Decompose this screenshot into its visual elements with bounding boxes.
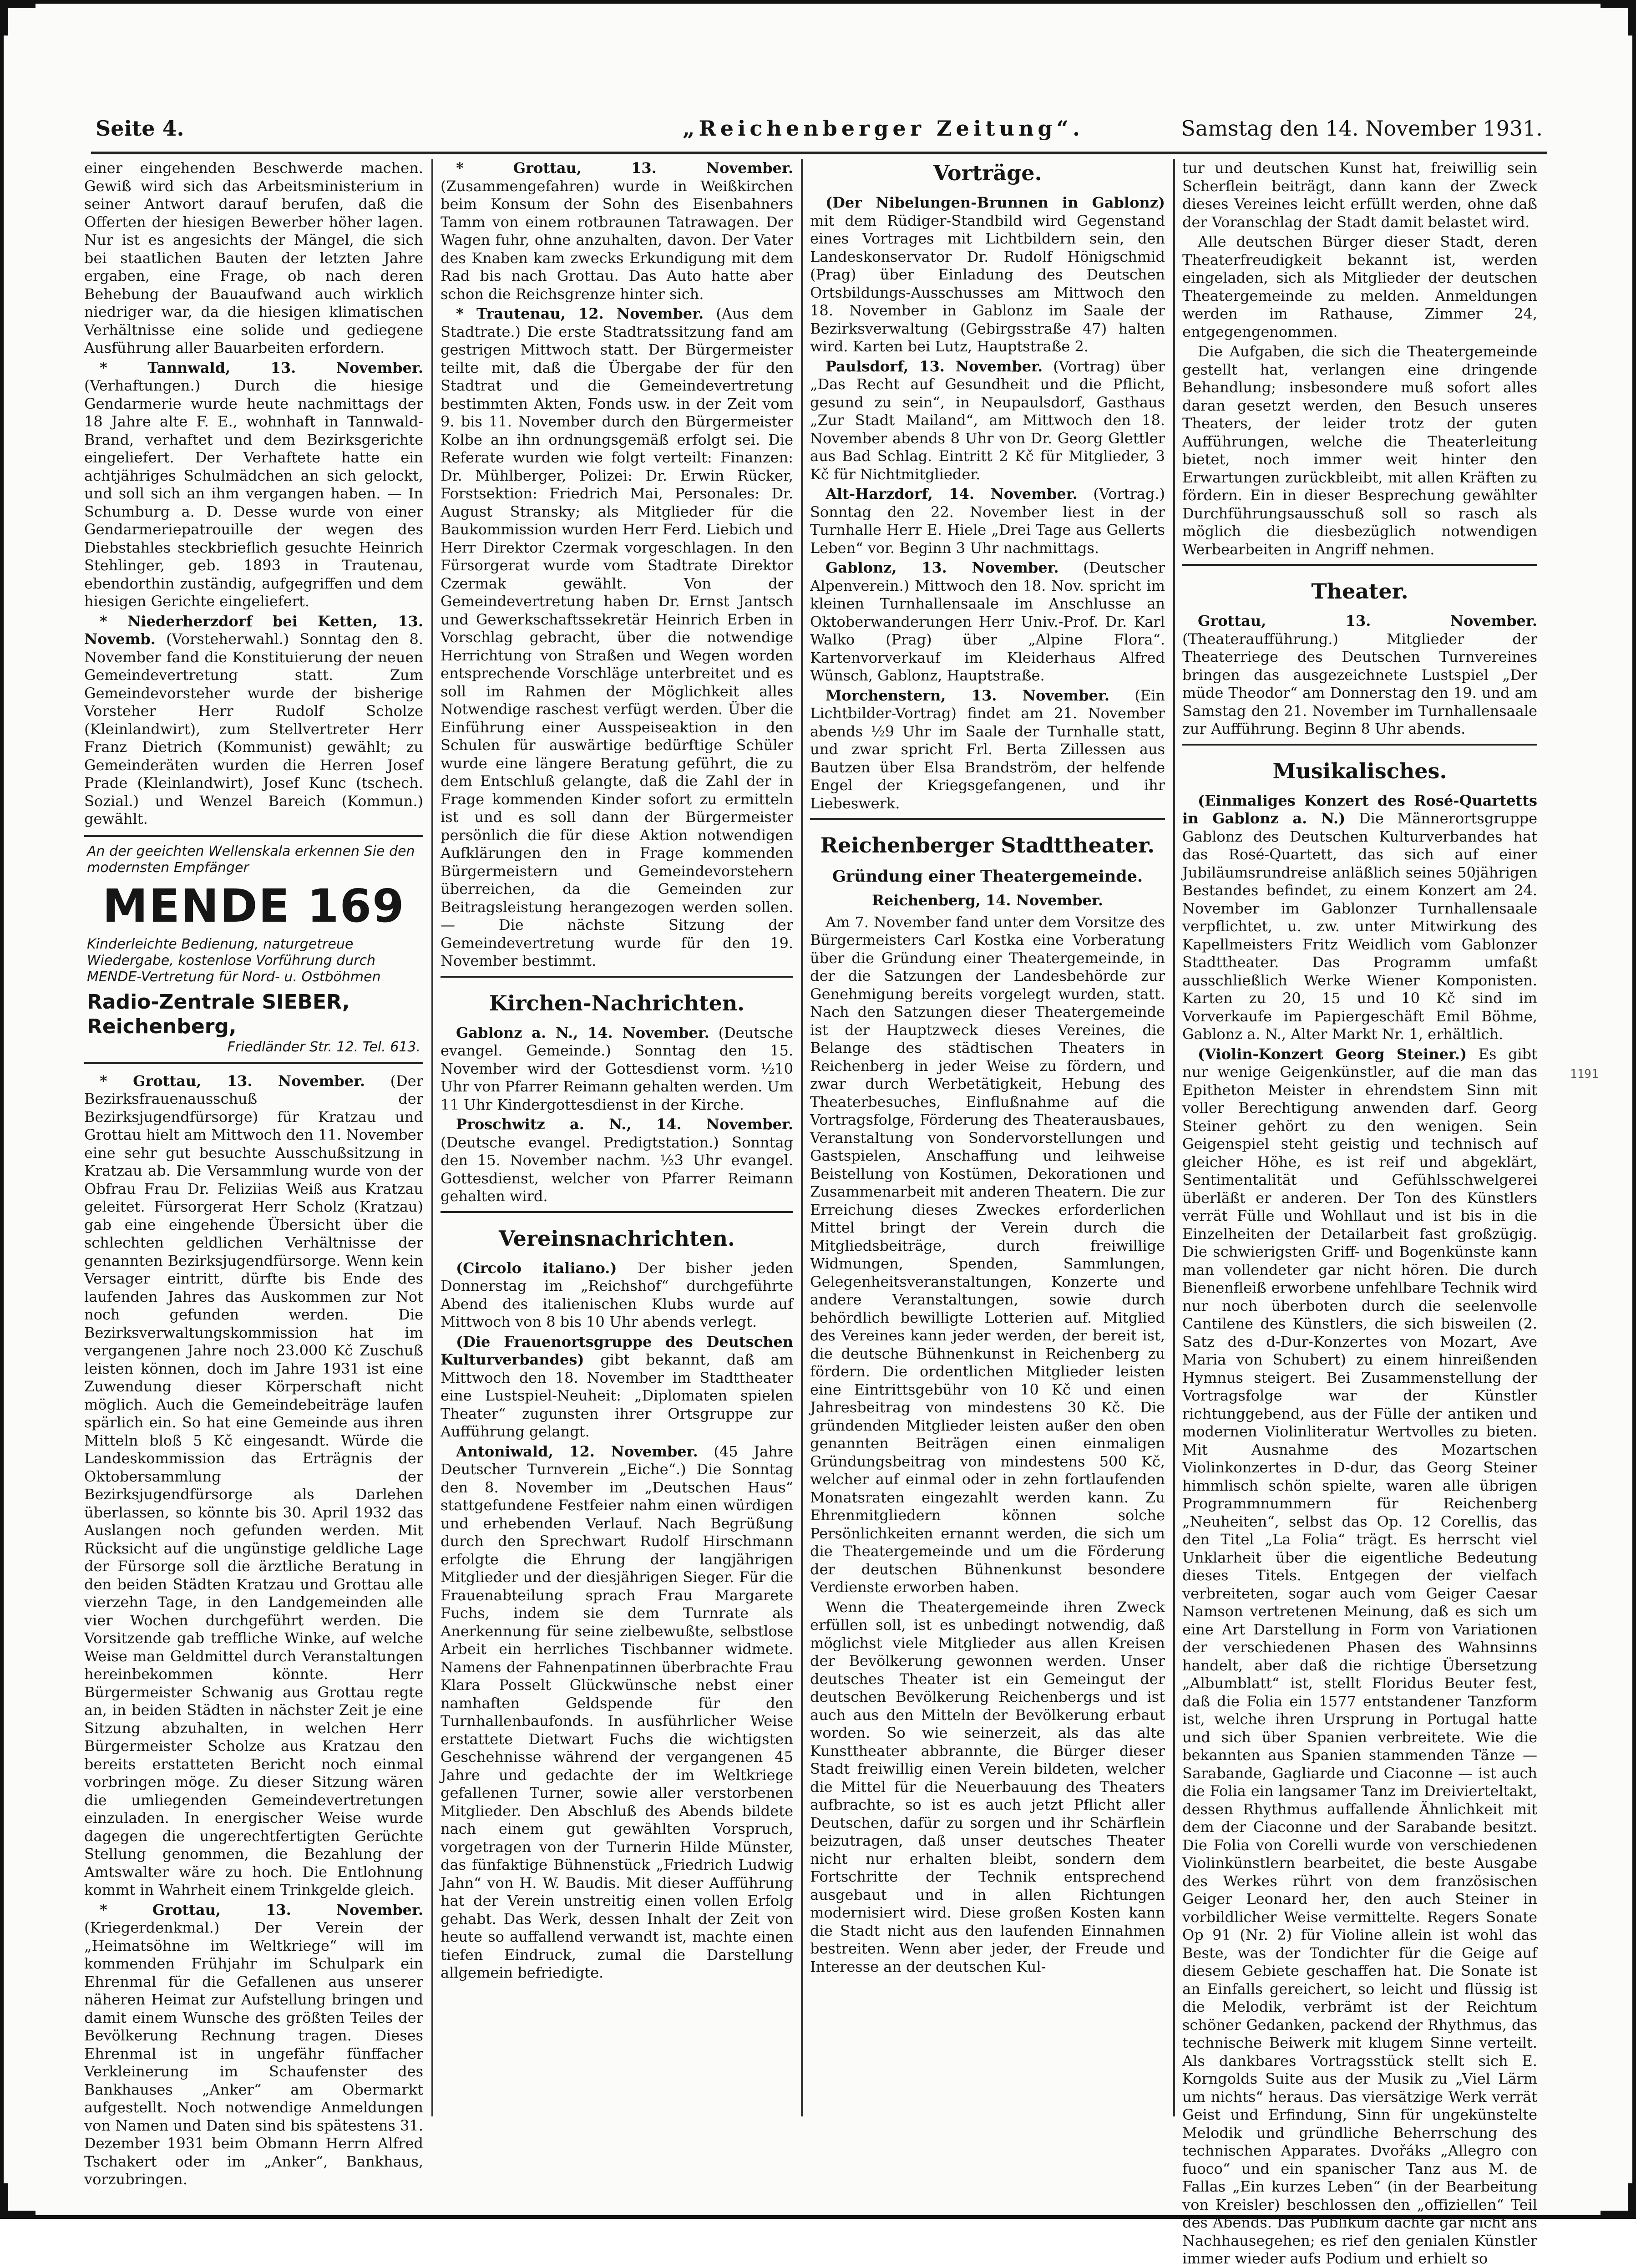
article-grottau-kriegerdenkmal xyxy=(84,1901,423,2189)
margin-annotation: 1191 xyxy=(1570,1067,1599,1081)
notice-dateline: Antoniwald, 12. November. xyxy=(456,1442,698,1460)
article-text: Alle deutschen Bürger dieser Stadt, deren Theaterfreudigkeit bekannt ist, werden eingeladen, sich als Mitglieder der deutschen Theatergemeinde zu melden. Anmeldungen werden im Rathause, Zimmer 24, entgegengenommen. xyxy=(1182,233,1537,340)
article-grottau-unfall xyxy=(441,159,793,303)
article-text: einer eingehenden Beschwerde machen. Gewiß wird sich das Arbeitsministerium in seiner Antwort darauf berufen, daß die Offerten der hiesigen Bewerber höher lagen. Nur ist es angesichts der Mängel, die sich bei staatlichen Bauten der letzten Jahre ergaben, eine Frage, ob nach deren Behebung der Bauaufwand auch wirklich niedriger war, da die hiesigen klimatischen Verhältnisse eine solide und gediegene Ausführung aller Bauarbeiten erfordern. xyxy=(84,159,423,356)
page-number: Seite 4. xyxy=(96,116,184,141)
notice-morchenstern xyxy=(810,687,1165,813)
article-tannwald xyxy=(84,359,423,611)
mende-radio-advertisement xyxy=(84,835,423,1064)
notice-gablonz-alpenverein xyxy=(810,559,1165,685)
section-title-vortraege: Vorträge. xyxy=(933,161,1042,185)
notice-dateline: Proschwitz a. N., 14. November. xyxy=(456,1116,793,1133)
notice-gablonz-kirche xyxy=(441,1024,793,1114)
section-divider xyxy=(1182,564,1537,566)
article-text: Am 7. November fand unter dem Vorsitze des Bürgermeisters Carl Kostka eine Vorberatung über die Gründung einer Theatergemeinde, in der die Satzungen der Landesbehörde zur Genehmigung bereits vorgelegt wurden, statt. Nach den Satzungen dieser Theatergemeinde ist der Hauptzweck dieses Vereines, die Belange des städtischen Theaters in Reichenberg in jeder Weise zu fördern, und zwar durch Werbetätigkeit, Hebung des Theaterbesuches, Einflußnahme auf die Vortragsfolge, Förderung des Theaterausbaues, Veranstaltung von Sondervorstellungen und Gastspielen, Anschaffung und leihweise Beistellung von Kostümen, Dekorationen und Zusammenarbeit mit anderen Theatern. Die zur Erreichung dieses Zweckes erforderlichen Mittel bringt der Verein durch die Mitgliedsbeiträge, durch freiwillige Widmungen, Spenden, Sammlungen, Gelegenheitsveranstaltungen, Konzerte und andere Veranstaltungen, sowie durch behördlich bewilligte Lotterien auf. Mitglied des Vereines kann jeder werden, der bereit ist, die deutsche Bühnenkunst in Reichenberg zu fördern. Die ordentlichen Mitglieder leisten eine Eintrittsgebühr von 10 Kč und einen Jahresbeitrag von mindestens 30 Kč. Die gründenden Mitglieder leisten außer den oben genannten Beiträgen einen einmaligen Gründungsbeitrag von mindestens 500 Kč, welcher auf einmal oder in zehn fortlaufenden Monatsraten eingezahlt werden kann. Zu Ehrenmitgliedern können solche Persönlichkeiten ernannt werden, die sich um die Theatergemeinde und um die Förderung der deutschen Bühnenkunst besondere Verdienste erworben haben. xyxy=(810,913,1165,1596)
section-title-vereine: Vereinsnachrichten. xyxy=(499,1226,735,1251)
notice-frauenortsgruppe xyxy=(441,1333,793,1441)
notice-text: (Theateraufführung.) Mitglieder der Theaterriege des Deutschen Turnvereines bringen das ausgezeichnete Lustspiel „Der müde Theodor“ am Donnerstag den 19. und am Samstag den 21. November im Turnhallensaale zur Aufführung. Beginn 8 Uhr abends. xyxy=(1182,630,1537,737)
notice-dateline: (Der Nibelungen-Brunnen in Gablonz) xyxy=(826,194,1165,211)
notice-dateline: (Die Frauenortsgruppe des Deutschen Kulturverbandes) xyxy=(441,1333,793,1368)
notice-rose-quartett xyxy=(1182,792,1537,1044)
article-dateline: * Niederherzdorf bei Ketten, 13. Novemb. xyxy=(84,612,423,648)
article-text: (Der Bezirksfrauenausschuß der Bezirksjugendfürsorge) für Kratzau und Grottau hielt am Mittwoch den 11. November eine sehr gut besuchte Ausschußsitzung in Kratzau ab. Die Versammlung wurde von der Obfrau Frau Dr. Feliziias Weiß aus Kratzau geleitet. Fürsorgerat Herr Scholz (Kratzau) gab eine eingehende Übersicht über die schlechten geldlichen Verhältnisse der genannten Bezirksjugendfürsorge. Wenn kein Versager eintritt, dürfte bis Ende des laufenden Jahres das Auskommen zur Not noch gefunden werden. Die Bezirksverwaltungskommission hat im vergangenen Jahre noch 23.000 Kč Zuschuß leisten können, doch im Jahre 1931 ist eine Zuwendung dieser Körperschaft nicht möglich. Auch die Gemeindebeiträge laufen spärlich ein. So hat eine Gemeinde aus ihren Mitteln bloß 5 Kč eingesandt. Würde die Landeskommission das Erträgnis der Oktobersammlung der Bezirksjugendfürsorge als Darlehen überlassen, so könnte bis 30. April 1932 das Auslangen noch gefunden werden. Mit Rücksicht auf die ungünstige geldliche Lage der Fürsorge soll die ärztliche Beratung in den beiden Städten Kratzau und Grottau alle vierzehn Tage, in den Landgemeinden alle vier Wochen durchgeführt werden. Die Vorsitzende gab treffliche Winke, auf welche Weise man Geldmittel durch Veranstaltungen hereinbekommen könnte. Herr Bürgermeister Schwanig aus Grottau regte an, in beiden Städten in nächster Zeit je eine Sitzung abzuhalten, in welchen Herr Bürgermeister Scholze aus Kratzau den bereits erstatteten Bericht noch einmal vorbringen möge. Zu dieser Sitzung wären die umliegenden Gemeindevertretungen einzuladen. In energischer Weise wurde dagegen die ungerechtfertigten Gerüchte Stellung genommen, die Bezahlung der Amtswalter wäre zu hoch. Die Entlohnung kommt in Wahrheit einem Trinkgelde gleich. xyxy=(84,1072,423,1898)
article-text: Die Aufgaben, die sich die Theatergemeinde gestellt hat, verlangen eine dringende Behandlung; insbesondere muß sofort alles daran gesetzt werden, den Besuch unseres Theaters, der leider trotz der guten Aufführungen, welche die Theaterleitung bietet, noch immer weit hinter den Erwartungen zurückbleibt, mit allen Kräften zu fördern. Ein in dieser Besprechung gewählter Durchführungsausschuß soll so rasch als möglich die diesbezüglich notwendigen Werbearbeiten in Angriff nehmen. xyxy=(1182,343,1537,558)
crop-mark-bottom-left xyxy=(4,2183,35,2215)
article-text: tur und deutschen Kunst hat, freiwillig sein Scherflein beiträgt, dann kann der Zweck dieses Vereines leicht erfüllt werden, ohne daß der Voranschlag der Stadt damit belastet wird. xyxy=(1182,159,1537,231)
notice-text: mit dem Rüdiger-Standbild wird Gegenstand eines Vortrages mit Lichtbildern sein, den Landeskonservator Dr. Rudolf Hönigschmid (Prag) über Einladung des Deutschen Ortsbildungs-Ausschusses am Mittwoch den 18. November in Gablonz im Saale der Bezirksverwaltung (Gebirgsstraße 47) halten wird. Karten bei Lutz, Hauptstraße 2. xyxy=(810,212,1165,355)
notice-alt-harzdorf xyxy=(810,485,1165,557)
scan-border-left xyxy=(0,0,4,2219)
notice-dateline: Morchenstern, 13. November. xyxy=(826,686,1109,704)
notice-dateline: Gablonz, 13. November. xyxy=(826,559,1059,576)
article-dateline: * Grottau, 13. November. xyxy=(456,159,793,177)
notice-text: Die Männerortsgruppe Gablonz des Deutschen Kulturverbandes hat das Rosé-Quartett, das sich auf einer Jubiläumsrundreise anläßlich seines 50jährigen Bestandes befindet, zu einem Konzert am 24. November im Gablonzer Turnhallensaale verpflichtet, u. zw. unter Mitwirkung des Kapellmeisters Fritz Weidlich vom Gablonzer Stadttheater. Das Programm umfaßt ausschließlich Werke Wiener Komponisten. Karten zu 20, 15 und 10 Kč sind im Vorverkaufe im Papiergeschäft Emil Böhme, Gablonz a. N., Alter Markt Nr. 1, erhältlich. xyxy=(1182,810,1537,1043)
column-2 xyxy=(441,159,793,2121)
section-title-stadttheater: Reichenberger Stadttheater. xyxy=(820,833,1155,857)
section-divider xyxy=(810,818,1165,820)
section-divider xyxy=(1182,744,1537,746)
header-rule xyxy=(91,152,1547,154)
article-text: (Zusammengefahren) wurde in Weißkirchen beim Konsum der Sohn des Eisenbahners Tamm von einem rotbraunen Tatrawagen. Der Wagen fuhr, ohne anzuhalten, davon. Der Vater des Knaben kam zwecks Erkundigung mit dem Rad bis nach Grottau. Das Auto hatte aber schon die Reichsgrenze hinter sich. xyxy=(441,177,793,303)
article-trautenau xyxy=(441,305,793,970)
notice-text: (Vortrag) über „Das Recht auf Gesundheit und die Pflicht, gesund zu sein“, in Neupaulsdorf, Gasthaus „Zur Stadt Mailand“, am Mittwoch den 18. November abends 8 Uhr von Dr. Georg Glettler aus Bad Schlag. Eintritt 2 Kč für Mitglieder, 3 Kč für Nichtmitglieder. xyxy=(810,357,1165,483)
section-title-theater: Theater. xyxy=(1311,579,1408,604)
article-text: (Verhaftungen.) Durch die hiesige Gendarmerie wurde heute nachmittags der 18 Jahre alte F. E., wohnhaft in Tannwald-Brand, verhaftet und dem Bezirksgerichte eingeliefert. Der Verhaftete hatte ein achtjähriges Schulmädchen an sich gelockt, und soll sich an ihm vergangen haben. — In Schumburg a. D. Desse wurde von einer Gendarmeriepatrouille der wegen des Diebstahles steckbrieflich gesuchte Heinrich Stehlinger, geb. 1893 in Trautenau, ebendorthin zuständig, aufgegriffen und dem hiesigen Gerichte eingeliefert. xyxy=(84,377,423,610)
notice-circolo xyxy=(441,1259,793,1331)
notice-text: (Ein Lichtbilder-Vortrag) findet am 21. November abends ½9 Uhr im Saale der Turnhalle statt, und zwar spricht Frl. Berta Zillessen aus Bautzen über Elsa Brandström, der helfende Engel der Kriegsgefangenen, und ihr Liebeswerk. xyxy=(810,686,1165,812)
article-dateline: * Grottau, 13. November. xyxy=(100,1072,365,1090)
notice-dateline: (Violin-Konzert Georg Steiner.) xyxy=(1198,1045,1467,1063)
article-text: (Vorsteherwahl.) Sonntag den 8. November fand die Konstituierung der neuen Gemeindevertretung statt. Zum Gemeindevorsteher wurde der bisherige Vorsteher Herr Rudolf Scholze (Kleinlandwirt), zum Stellvertreter Herr Franz Dietrich (Kommunist) gewählt; zu Gemeinderäten wurden die Herren Josef Prade (Kleinlandwirt), Josef Kunc (tschech. Sozial.) und Wenzel Bareich (Kommun.) gewählt. xyxy=(84,630,423,827)
notice-dateline: Alt-Harzdorf, 14. November. xyxy=(826,485,1078,502)
column-rule-2 xyxy=(801,159,803,2116)
ad-slogan: An der geeichten Wellenskala erkennen Sie den modernsten Empfänger xyxy=(87,843,415,876)
notice-antoniwald xyxy=(441,1443,793,1982)
column-rule-3 xyxy=(1173,159,1175,2116)
notice-dateline: Gablonz a. N., 14. November. xyxy=(456,1024,709,1041)
crop-mark-top-left xyxy=(4,4,35,36)
article-grottau-fuersorge xyxy=(84,1072,423,1899)
article-text: Wenn die Theatergemeinde ihren Zweck erfüllen soll, ist es unbedingt notwendig, daß möglichst viele Mitglieder aus allen Kreisen der Bevölkerung gewonnen werden. Unser deutsches Theater ist ein Gemeingut der deutschen Bevölkerung Reichenbergs und ist auch aus den Mitteln der Bevölkerung erbaut worden. So wie seinerzeit, als das alte Kunsttheater abbrannte, die Bürger dieser Stadt freiwillig einen Verein bildeten, welcher die Mittel für die Neuerbauung des Theaters aufbrachte, so ist es auch jetzt Pflicht aller Deutschen, dafür zu sorgen und ihr Schärflein beizutragen, daß unser deutsches Theater nicht nur erhalten bleibt, sondern dem Fortschritte der Technik entsprechend ausgebaut und in allen Richtungen modernisiert wird. Diese großen Kosten kann die Stadt nicht aus den laufenden Einnahmen bestreiten. Wenn aber jeder, der Freude und Interesse an der deutschen Kul- xyxy=(810,1598,1165,1975)
section-title-musik: Musikalisches. xyxy=(1272,758,1447,783)
article-subtitle: Gründung einer Theatergemeinde. xyxy=(832,867,1143,886)
page-header xyxy=(68,116,1547,148)
notice-text: (45 Jahre Deutscher Turnverein „Eiche“.) Die Sonntag den 8. November im „Deutschen Haus“ stattgefundene Festfeier nahm einen würdigen und erhebenden Verlauf. Nach Begrüßung durch den Sprechwart Rudolf Hirschmann erfolgte die Ehrung der langjährigen Mitglieder und der diesjährigen Sieger. Für die Frauenabteilung sprach Frau Margarete Fuchs, indem sie dem Turnrate als Anerkennung für seine zielbewußte, selbstlose Arbeit ein herrliches Tischbanner widmete. Namens der Fahnenpatinnen überbrachte Frau Klara Posselt Glückwünsche nebst einer namhaften Geldspende für den Turnhallenbaufonds. In ausführlicher Weise erstattete Dietwart Fuchs die wichtigsten Geschehnisse während der vergangenen 45 Jahre und gedachte der im Weltkriege gefallenen Turner, sowie aller verstorbenen Mitglieder. Den Abschluß des Abends bildete nach einem gut gewählten Vorspruch, vorgetragen von der Turnerin Hilde Münster, das fünfaktige Bühnenstück „Friedrich Ludwig Jahn“ von H. W. Baudis. Mit dieser Aufführung hat der Verein unstreitig einen vollen Erfolg gehabt. Das Werk, dessen Inhalt der Zeit von heute so auffallend verwandt ist, machte einen tiefen Eindruck, zumal die Darstellung allgemein befriedigte. xyxy=(441,1442,794,1981)
notice-dateline: (Circolo italiano.) xyxy=(456,1259,617,1277)
article-text: (Kriegerdenkmal.) Der Verein der „Heimatsöhne im Weltkriege“ will im kommenden Frühjahr im Schulpark ein Ehrenmal für die Gefallenen aus unserer näheren Heimat zur Aufstellung bringen und damit einem Wunsche des größten Teiles der Bevölkerung Rechnung tragen. Dieses Ehrenmal ist in ungefähr fünffacher Verkleinerung im Schaufenster des Bankhauses „Anker“ am Obermarkt aufgestellt. Noch notwendige Anmeldungen von Namen und Daten sind bis spätestens 31. Dezember 1931 beim Obmann Herrn Alfred Tschakert oder im „Anker“, Bankhaus, vorzubringen. xyxy=(84,1919,423,2188)
article-text: (Aus dem Stadtrate.) Die erste Stadtratssitzung fand am gestrigen Mittwoch statt. Der Bürgermeister teilte mit, daß die Übergabe der für den Stadtrat und die Gemeindevertretung bestimmten Akten, Fonds usw. in der Zeit vom 9. bis 11. November durch den Bürgermeister Kolbe an ihn ordnungsgemäß erfolgt sei. Die Referate wurden wie folgt verteilt: Finanzen: Dr. Mühlberger, Polizei: Dr. Erwin Rücker, Forstsektion: Friedrich Mai, Personales: Dr. August Stransky; als Mitglieder für die Baukommission wurden Herr Ferd. Liebich und Herr Direktor Czermak vorgeschlagen. In den Fürsorgerat wurde vom Stadtrate Direktor Czermak gewählt. Von der Gemeindevertretung haben Dr. Ernst Jantsch und Gewerkschaftssekretär Heinrich Erben in Vorschlag gebracht, über die notwendige Herrichtung von Straßen und Wegen worden entsprechende Vorschläge unterbreitet und es soll im Rahmen der Möglichkeit alles Notwendige raschest verfügt werden. Über die Einführung einer Ausspeiseaktion in den Schulen für auswärtige bedürftige Schüler wurde eine längere Beratung geführt, die zu dem Entschluß gelangte, daß die Zahl der in Frage kommenden Kinder sofort zu ermitteln ist und es soll dann der Bürgermeister persönlich die für diese Aktion notwendigen Aufklärungen den in Frage kommenden Bürgermeistern und Gemeindevorstehern überreichen, da die Gemeinden zur Beitragsleistung herangezogen werden sollen. — Die nächste Sitzung der Gemeindevertretung wurde für den 19. November bestimmt. xyxy=(441,305,794,969)
article-dateline: * Grottau, 13. November. xyxy=(100,1901,423,1918)
column-4 xyxy=(1182,159,1537,2267)
crop-mark-top-right xyxy=(1601,4,1632,36)
notice-text: (Deutsche evangel. Predigtstation.) Sonntag den 15. November nachm. ½3 Uhr evangel. Gottesdienst, welcher von Pfarrer Reimann gehalten wird. xyxy=(441,1133,793,1205)
notice-dateline: (Einmaliges Konzert des Rosé-Quartetts in Gablonz a. N.) xyxy=(1182,792,1537,827)
article-niederherzdorf xyxy=(84,613,423,828)
column-1 xyxy=(84,159,423,2188)
section-title-kirchen: Kirchen-Nachrichten. xyxy=(489,990,745,1015)
notice-grottau-theater xyxy=(1182,612,1537,738)
scan-border-top xyxy=(0,0,1636,4)
notice-text: Der bisher jeden Donnerstag im „Reichshof“ durchgeführte Abend des italienischen Klubs wurde auf Mittwoch von 8 bis 10 Uhr abends verlegt. xyxy=(441,1259,794,1330)
notice-text: (Deutscher Alpenverein.) Mittwoch den 18. Nov. spricht im kleinen Turnhallensaale im Anschlusse an Oktoberwanderungen Herr Univ.-Prof. Dr. Karl Walko (Prag) über „Alpine Flora“. Kartenvorverkauf im Kleiderhaus Alfred Wünsch, Gablonz, Hauptstraße. xyxy=(810,559,1165,684)
ad-brand: MENDE 169 xyxy=(102,879,405,933)
ad-address: Friedländer Str. 12. Tel. 613. xyxy=(227,1039,420,1055)
notice-text: Es gibt nur wenige Geigenkünstler, auf die man das Epitheton Meister in ehrendstem Sinn mit voller Berechtigung anwenden darf. Georg Steiner gehört zu den wenigen. Sein Geigenspiel steht geistig und technisch auf gleicher Höhe, es ist reif und abgeklärt, Sentimentalität und Gefühlsschwelgerei überläßt er anderen. Der Ton des Künstlers verrät Fülle und Wohllaut und ist bis in die Einzelheiten der Detailarbeit fast großzügig. Die schwierigsten Griff- und Bogenkünste kann man vollendeter gar nicht hören. Die durch Bienenfleiß erworbene unfehlbare Technik wird nur noch überboten durch die seelenvolle Cantilene des Künstlers, die sich bisweilen (2. Satz des d-Dur-Konzertes von Mozart, Ave Maria von Schubert) zu einem hinreißenden Hymnus steigert. Bei Zusammenstellung der Vortragsfolge war der Künstler richtunggebend, aus der Fülle der antiken und modernen Violinliteratur Wertvolles zu bieten. Mit Ausnahme des Mozartschen Violinkonzertes in D-dur, das Georg Steiner himmlisch schön spielte, waren alle übrigen Programmnummern für Reichenberg „Neuheiten“, selbst das Op. 12 Corellis, das den Titel „La Folia“ trägt. Es herrscht viel Unklarheit über die eigentliche Bedeutung dieses Titels. Entgegen der vielfach verbreiteten, sogar auch vom Geiger Caesar Namson vertretenen Meinung, daß es sich um eine Art Darstellung in Form von Variationen der verschiedenen Phasen des Wahnsinns handelt, aber daß die richtige Übersetzung „Albumblatt“ ist, stellt Floridus Beuter fest, daß die Folia ein 1577 entstandener Tanzform ist, welche ihren Ursprung in Portugal hatte und sich über Spanien verbreitete. Wie die bekannten aus Spanien stammenden Tänze — Sarabande, Gagliarde und Ciaconne — ist auch die Folia ein langsamer Tanz im Dreivierteltakt, dessen Rhythmus auffallende Ähnlichkeit mit dem der Ciaconne und der Sarabande besitzt. Die Folia von Corelli wurde von verschiedenen Violinkünstlern bearbeitet, die beste Ausgabe des Werkes rührt von dem französischen Geiger Leonard her, den auch Steiner in vorbildlicher Weise vermittelte. Regers Sonate Op 91 (Nr. 2) für Violine allein ist wohl das Beste, was der Tondichter für die Geige auf diesem Gebiete geschaffen hat. Die Sonate ist an Einfalls gereichert, so leicht und flüssig ist die Melodik, verbrämt ist der Reichtum schöner Gedanken, packend der Rhythmus, das technische Beiwerk mit klugem Sinne verteilt. Als dankbares Vortragsstück stellt sich E. Korngolds Suite aus der Musik zu „Viel Lärm um nichts“ heraus. Das viersätzige Werk verrät Geist und Erfindung, Sinn für ungekünstelte Melodik und gründliche Beherrschung des technischen Apparates. Dvořáks „Allegro con fuoco“ und ein spanischer Tanz aus M. de Fallas „Ein kurzes Leben“ (in der Bearbeitung von Kreisler) beschlossen den „offiziellen“ Teil des Abends. Das Publikum dachte gar nicht ans Nachhausegehen; es rief den genialen Künstler immer wieder aufs Podium und erhielt so xyxy=(1182,1045,1537,2267)
notice-text: (Vortrag.) Sonntag den 22. November liest in der Turnhalle Herr E. Hiele „Drei Tage aus Gellerts Leben“ vor. Beginn 3 Uhr nachmittags. xyxy=(810,485,1165,557)
article-dateline: * Trautenau, 12. November. xyxy=(456,305,704,322)
notice-dateline: Grottau, 13. November. xyxy=(1198,612,1537,629)
ad-text: Kinderleichte Bedienung, naturgetreue Wiedergabe, kostenlose Vorführung durch MENDE-Vertretung für Nord- u. Ostböhmen xyxy=(87,936,381,985)
column-3 xyxy=(810,159,1165,2121)
notice-text: gibt bekannt, daß am Mittwoch den 18. November im Stadttheater eine Lustspiel-Neuheit: „Diplomaten spielen Theater“ zugunsten ihrer Ortsgruppe zur Aufführung gelangt. xyxy=(441,1351,794,1440)
notice-text: (Deutsche evangel. Gemeinde.) Sonntag den 15. November wird der Gottesdienst vorm. ½10 Uhr von Pfarrer Reimann gehalten werden. Um 11 Uhr Kindergottesdienst in der Kirche. xyxy=(441,1024,794,1113)
notice-paulsdorf xyxy=(810,358,1165,484)
notice-proschwitz-kirche xyxy=(441,1116,793,1206)
masthead: „Reichenberger Zeitung“. xyxy=(683,116,1084,141)
article-dateline: * Tannwald, 13. November. xyxy=(100,359,423,376)
scan-border-right xyxy=(1632,0,1636,2219)
ad-dealer: Radio-Zentrale SIEBER, Reichenberg, xyxy=(87,990,350,1038)
column-rule-1 xyxy=(431,159,433,2116)
section-divider xyxy=(441,976,793,978)
issue-date: Samstag den 14. November 1931. xyxy=(1181,116,1543,141)
crop-mark-bottom-right xyxy=(1601,2183,1632,2215)
section-divider xyxy=(441,1211,793,1213)
notice-nibelungen xyxy=(810,194,1165,356)
article-dateline: Reichenberg, 14. November. xyxy=(872,892,1103,909)
review-georg-steiner xyxy=(1182,1045,1537,2268)
notice-dateline: Paulsdorf, 13. November. xyxy=(826,357,1043,375)
